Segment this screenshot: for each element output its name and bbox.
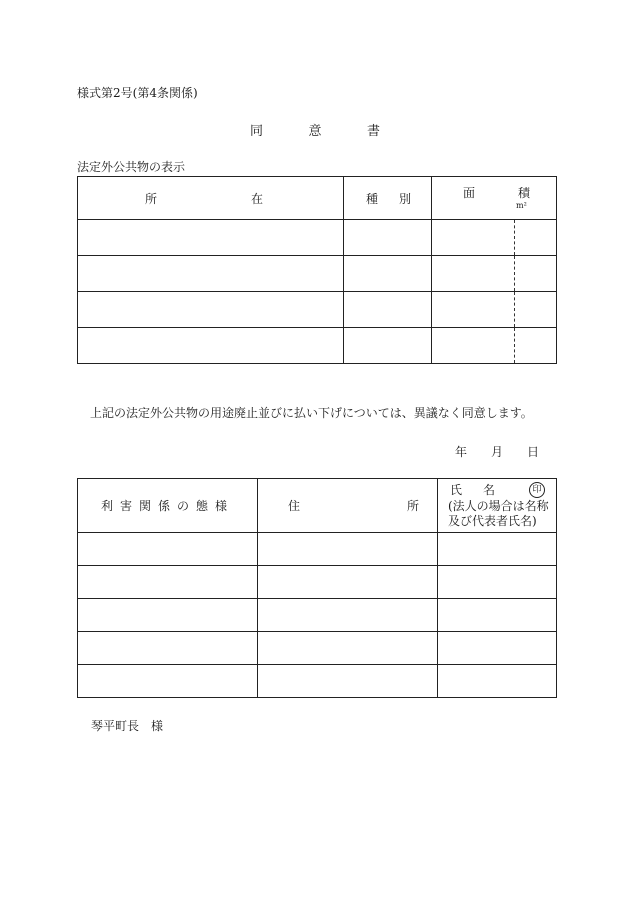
name-cell[interactable] — [438, 632, 557, 665]
type-cell[interactable] — [344, 292, 432, 328]
header-area-char-1: 面 — [463, 186, 476, 200]
area-unit: m² — [516, 201, 527, 210]
type-cell[interactable] — [344, 256, 432, 292]
header-type-char-2: 別 — [398, 191, 411, 206]
header-name-char-2: 名 — [482, 483, 495, 497]
type-cell[interactable] — [344, 220, 432, 256]
party-table — [77, 478, 557, 698]
addressee: 琴平町長 様 — [91, 719, 164, 733]
header-address-char-1: 住 — [288, 499, 301, 513]
table-row — [78, 533, 557, 566]
location-cell[interactable] — [78, 220, 344, 256]
name-cell[interactable] — [438, 599, 557, 632]
title-char-2: 意 — [308, 124, 322, 139]
document-title — [250, 120, 380, 139]
header-name-char-1: 氏 — [450, 483, 463, 497]
date-year-label: 年 — [455, 445, 468, 459]
date-month-label: 月 — [490, 445, 503, 459]
title-char-1: 同 — [250, 124, 264, 139]
address-cell[interactable] — [258, 632, 438, 665]
header-type-char-1: 種 — [366, 191, 379, 206]
header-location-char-1: 所 — [145, 191, 158, 206]
name-note-line2: 及び代表者氏名) — [448, 514, 537, 528]
name-cell[interactable] — [438, 566, 557, 599]
header-address — [258, 479, 438, 533]
header-area-char-2: 積 — [518, 186, 531, 200]
relation-cell[interactable] — [78, 665, 258, 698]
section-label: 法定外公共物の表示 — [77, 160, 186, 174]
location-cell[interactable] — [78, 256, 344, 292]
location-cell[interactable] — [78, 328, 344, 364]
title-char-3: 書 — [366, 124, 380, 139]
table-row — [78, 292, 557, 328]
table-row — [78, 599, 557, 632]
header-relation: 利害関係の態様 — [78, 479, 258, 533]
property-table — [77, 176, 557, 364]
table-row — [78, 665, 557, 698]
consent-statement: 上記の法定外公共物の用途廃止並びに払い下げについては、異議なく同意します。 — [90, 406, 533, 420]
table-row — [78, 256, 557, 292]
area-cell[interactable] — [432, 292, 557, 328]
name-cell[interactable] — [438, 533, 557, 566]
type-cell[interactable] — [344, 328, 432, 364]
property-table-header — [78, 177, 557, 220]
form-number: 様式第2号(第4条関係) — [77, 86, 198, 100]
seal-icon: 印 — [529, 482, 545, 498]
address-cell[interactable] — [258, 665, 438, 698]
table-row — [78, 632, 557, 665]
relation-cell[interactable] — [78, 599, 258, 632]
header-address-char-2: 所 — [406, 499, 419, 513]
header-name — [438, 479, 557, 533]
table-row — [78, 220, 557, 256]
date-day-label: 日 — [526, 445, 539, 459]
relation-cell[interactable] — [78, 632, 258, 665]
relation-cell[interactable] — [78, 566, 258, 599]
party-table-header — [78, 479, 557, 533]
header-location-char-2: 在 — [250, 191, 263, 206]
area-cell[interactable] — [432, 328, 557, 364]
relation-cell[interactable] — [78, 533, 258, 566]
table-row — [78, 328, 557, 364]
date-line — [455, 443, 539, 460]
name-note-line1: (法人の場合は名称 — [448, 499, 549, 513]
name-cell[interactable] — [438, 665, 557, 698]
header-location — [78, 177, 344, 220]
header-type — [344, 177, 432, 220]
address-cell[interactable] — [258, 533, 438, 566]
address-cell[interactable] — [258, 599, 438, 632]
area-cell[interactable] — [432, 256, 557, 292]
table-row — [78, 566, 557, 599]
location-cell[interactable] — [78, 292, 344, 328]
header-area — [432, 177, 557, 220]
address-cell[interactable] — [258, 566, 438, 599]
area-cell[interactable] — [432, 220, 557, 256]
